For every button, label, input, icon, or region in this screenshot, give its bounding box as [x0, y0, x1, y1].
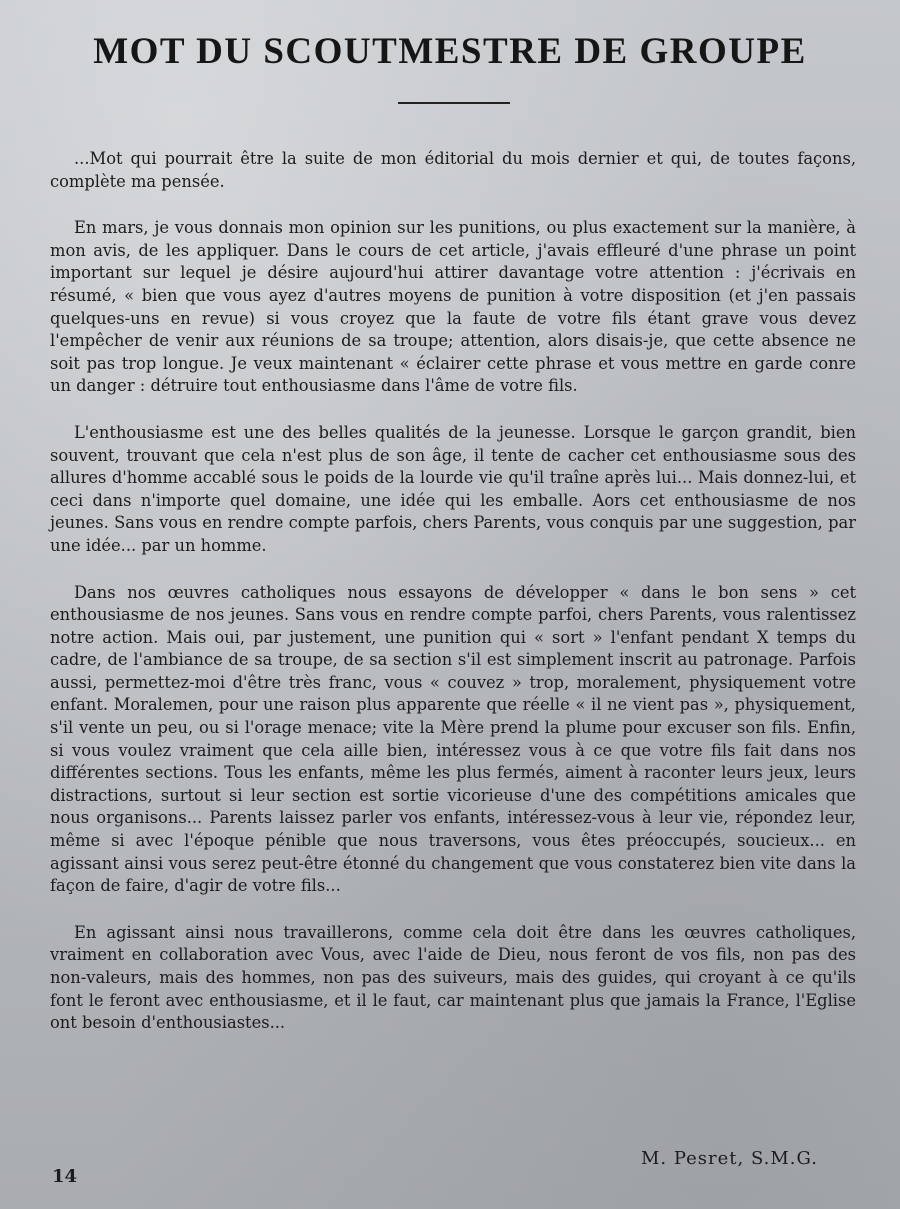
signature: M. Pesret, S.M.G. — [640, 1148, 818, 1169]
paragraph-3: L'enthousiasme est une des belles qualités de la jeunesse. Lorsque le garçon grandit, bien souvent, trouvant que cela n'est plus de son âge, il tente de cacher cet enthousiasme sous des allures d'homme accablé sous le poids de la lourde vie qu'il traîne après lui... Mais donnez-lui, et ceci dans n'importe quel domaine, une idée qui les emballe. Aors cet enthousiasme de nos jeunes. Sans vous en rendre compte parfois, chers Parents, vous conquis par une suggestion, par une idée... par un homme. — [50, 422, 856, 555]
page-number: 14 — [52, 1166, 78, 1187]
paragraph-2: En mars, je vous donnais mon opinion sur les punitions, ou plus exactement sur la manière, à mon avis, de les appliquer. Dans le cours de cet article, j'avais effleuré d'une phrase un point important sur lequel je désire aujourd'hui attirer davantage votre attention : j'écrivais en résumé, « bien que vous ayez d'autres moyens de punition à votre disposition (et j'en passais quelques-uns en revue) si vous croyez que la faute de votre fils étant grave vous devez l'empêcher de venir aux réunions de sa troupe; attention, alors disais-je, que cette absence ne soit pas trop longue. Je veux maintenant « éclairer cette phrase et vous mettre en garde conre un danger : détruire tout enthousiasme dans l'âme de votre fils. — [50, 218, 856, 396]
paragraph-1: ...Mot qui pourrait être la suite de mon éditorial du mois dernier et qui, de toutes façons, complète ma pensée. — [50, 149, 856, 191]
title-divider — [398, 102, 510, 104]
paragraph-4: Dans nos œuvres catholiques nous essayons de développer « dans le bon sens » cet enthousiasme de nos jeunes. Sans vous en rendre compte parfoi, chers Parents, vous ralentissez notre action. Mais oui, par justement, une punition qui « sort » l'enfant pendant X temps du cadre, de l'ambiance de sa troupe, de sa section s'il est simplement inscrit au patronage. Parfois aussi, permettez-moi d'être très franc, vous « couvez » trop, moralement, physiquement votre enfant. Moralemen, pour une raison plus apparente que réelle « il ne vient pas », physiquement, s'il vente un peu, ou si l'orage menace; vite la Mère prend la plume pour excuser son fils. Enfin, si vous voulez vraiment que cela aille bien, intéressez vous à ce que votre fils fait dans nos différentes sections. Tous les enfants, même les plus fermés, aiment à raconter leurs jeux, leurs distractions, surtout si leur section est sortie vicorieuse d'une des compétitions amicales que nous organisons... Parents laissez parler vos enfants, intéressez-vous à leur vie, répondez leur, même si avec l'époque pénible que nous traversons, vous êtes préoccupés, soucieux... en agissant ainsi vous serez peut-être étonné du changement que vous constaterez bien vite dans la façon de faire, d'agir de votre fils... — [50, 582, 856, 896]
paragraph-5: En agissant ainsi nous travaillerons, comme cela doit être dans les œuvres catholiques, vraiment en collaboration avec Vous, avec l'aide de Dieu, nous feront de vos fils, non pas des non-valeurs, mais des hommes, non pas des suiveurs, mais des guides, qui croyant à ce qu'ils font le feront avec enthousiasme, et il le faut, car maintenant plus que jamais la France, l'Eglise ont besoin d'enthousiastes... — [50, 922, 856, 1033]
page-title: MOT DU SCOUTMESTRE DE GROUPE — [93, 31, 807, 72]
article-body — [50, 148, 856, 1059]
